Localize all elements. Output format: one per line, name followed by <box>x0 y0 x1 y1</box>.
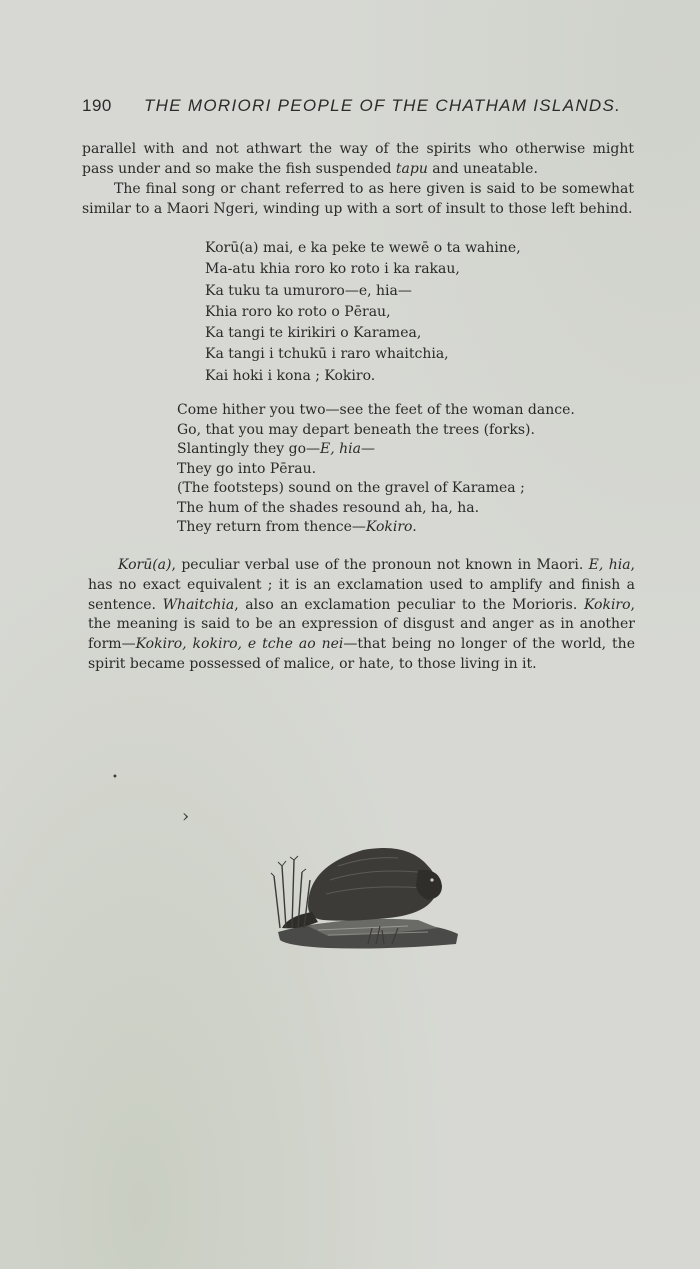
running-title: THE MORIORI PEOPLE OF THE CHATHAM ISLANDS. <box>144 96 622 115</box>
chant-line: Khia roro ko roto o Pērau, <box>205 303 391 320</box>
note-text: , has no exact equivalent ; it is an exclamation used to amplify and finish a sentence. <box>88 557 635 613</box>
translation-line: Come hither you two—see the feet of the woman dance. <box>177 402 575 418</box>
ink-mark: • <box>112 772 118 783</box>
paragraph-intro-song <box>82 180 634 219</box>
translation-line: The hum of the shades resound ah, ha, ha. <box>177 499 480 516</box>
translation-text: Slantingly they go— <box>177 441 321 457</box>
translation-line <box>177 440 575 460</box>
note-term: E, hia <box>588 557 631 573</box>
chant-translation <box>177 401 575 538</box>
note-term: Whaitchia <box>162 596 235 613</box>
chant-line: Ka tangi i tchukū i raro whaitchia, <box>205 346 449 363</box>
paragraph-text: The final song or chant referred to as here given is said to be somewhat similar to a Maori Ngeri, winding up with a sort of insult to those left behind. <box>82 181 634 217</box>
note-text: , the meaning is said to be an expression of disgust and anger as in another form— <box>88 596 635 653</box>
translation-line: They go into Pērau. <box>177 460 317 477</box>
translation-line <box>177 518 575 538</box>
chant-line: Ka tangi te kirikiri o Karamea, <box>205 325 422 342</box>
translation-line: Go, that you may depart beneath the trees (forks). <box>177 421 535 438</box>
note-term: Kokiro, kokiro, e tche ao nei <box>135 636 344 653</box>
paragraph-text: parallel with and not athwart the way of the spirits who otherwise might pass under and so make the fish suspended <box>82 141 634 177</box>
translation-dash: — <box>361 441 375 457</box>
paragraph-text-end: and uneatable. <box>427 160 538 177</box>
note-term: Korū(a) <box>118 557 172 573</box>
page-number: 190 <box>82 96 112 115</box>
translation-italic: Kokiro. <box>365 519 417 535</box>
chant-line: Kai hoki i kona ; Kokiro. <box>205 367 376 384</box>
translation-italic: E, hia <box>320 441 361 457</box>
chant-line: Ma-atu khia roro ko roto i ka rakau, <box>205 261 460 278</box>
note-term: Kokiro <box>583 596 631 613</box>
chant-line: Ka tuku ta umuroro—e, hia— <box>205 282 412 299</box>
note-text: , also an exclamation peculiar to the Morioris. <box>234 596 584 613</box>
explanatory-notes <box>88 556 635 675</box>
ink-mark: › <box>182 806 190 827</box>
paragraph-italic-term: tapu <box>395 160 428 177</box>
translation-text: They return from thence— <box>177 519 366 535</box>
beaver-on-log-icon <box>268 836 460 950</box>
chant-line: Korū(a) mai, e ka peke te wewē o ta wahine, <box>205 240 521 256</box>
running-header <box>82 96 622 116</box>
moriori-chant <box>205 238 521 387</box>
note-text: , peculiar verbal use of the pronoun not known in Maori. <box>171 557 589 573</box>
note-text: —that being no longer of the world, the spirit became possessed of malice, or hate, to those living in it. <box>88 636 635 672</box>
paragraph-continuation <box>82 140 634 179</box>
translation-line: (The footsteps) sound on the gravel of Karamea ; <box>177 480 525 496</box>
